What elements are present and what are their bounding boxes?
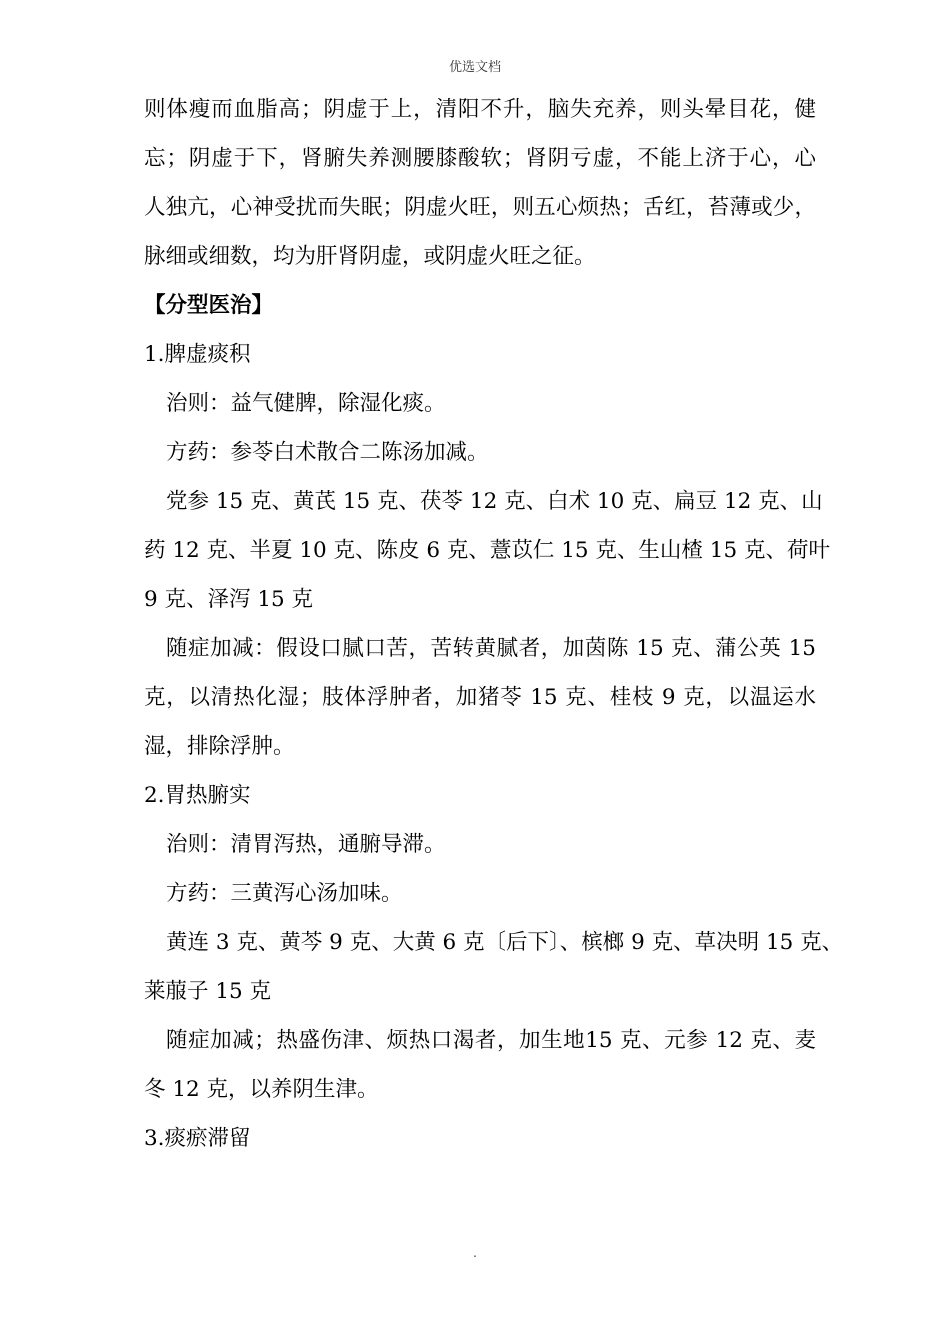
herb-list-line: 黄连 3 克、黄芩 9 克、大黄 6 克〔后下〕、槟榔 9 克、草决明 15 克、 xyxy=(166,930,844,955)
treatment-principle: 治则：益气健脾，除湿化痰。 xyxy=(166,391,446,416)
modification-line: 随症加减；热盛伤津、烦热口渴者，加生地15 克、元参 12 克、麦 xyxy=(166,1028,816,1053)
herb-list-line: 药 12 克、半夏 10 克、陈皮 6 克、薏苡仁 15 克、生山楂 15 克、荷叶 xyxy=(144,538,830,563)
page-footer: . xyxy=(473,1246,477,1260)
paragraph-line: 忘；阴虚于下，肾腑失养测腰膝酸软；肾阴亏虚，不能上济于心，心 xyxy=(144,146,816,171)
modification-line: 湿，排除浮肿。 xyxy=(144,734,295,759)
subsection-heading: 1.脾虚痰积 xyxy=(144,342,251,367)
subsection-heading: 2.胃热腑实 xyxy=(144,783,251,808)
prescription: 方药：参苓白术散合二陈汤加减。 xyxy=(166,440,489,465)
treatment-principle: 治则：清胃泻热，通腑导滞。 xyxy=(166,832,446,857)
herb-list-line: 莱菔子 15 克 xyxy=(144,979,272,1004)
subsection-heading: 3.痰瘀滞留 xyxy=(144,1126,251,1151)
paragraph-line: 则体瘦而血脂高；阴虚于上，清阳不升，脑失充养，则头晕目花，健 xyxy=(144,97,816,122)
herb-list-line: 党参 15 克、黄芪 15 克、茯苓 12 克、白术 10 克、扁豆 12 克、山 xyxy=(166,489,823,514)
document-body xyxy=(144,97,844,1176)
modification-line: 克，以清热化湿；肢体浮肿者，加猪苓 15 克、桂枝 9 克，以温运水 xyxy=(144,685,816,710)
page-header: 优选文档 xyxy=(448,60,501,75)
section-heading: 【分型医治】 xyxy=(144,293,274,318)
modification-line: 随症加减：假设口腻口苦，苦转黄腻者，加茵陈 15 克、蒲公英 15 xyxy=(166,636,816,661)
modification-line: 冬 12 克，以养阴生津。 xyxy=(144,1077,379,1102)
herb-list-line: 9 克、泽泻 15 克 xyxy=(144,587,314,612)
prescription: 方药：三黄泻心汤加味。 xyxy=(166,881,403,906)
paragraph-line: 人独亢，心神受扰而失眠；阴虚火旺，则五心烦热；舌红，苔薄或少， xyxy=(144,195,816,220)
paragraph-line: 脉细或细数，均为肝肾阴虚，或阴虚火旺之征。 xyxy=(144,244,596,269)
